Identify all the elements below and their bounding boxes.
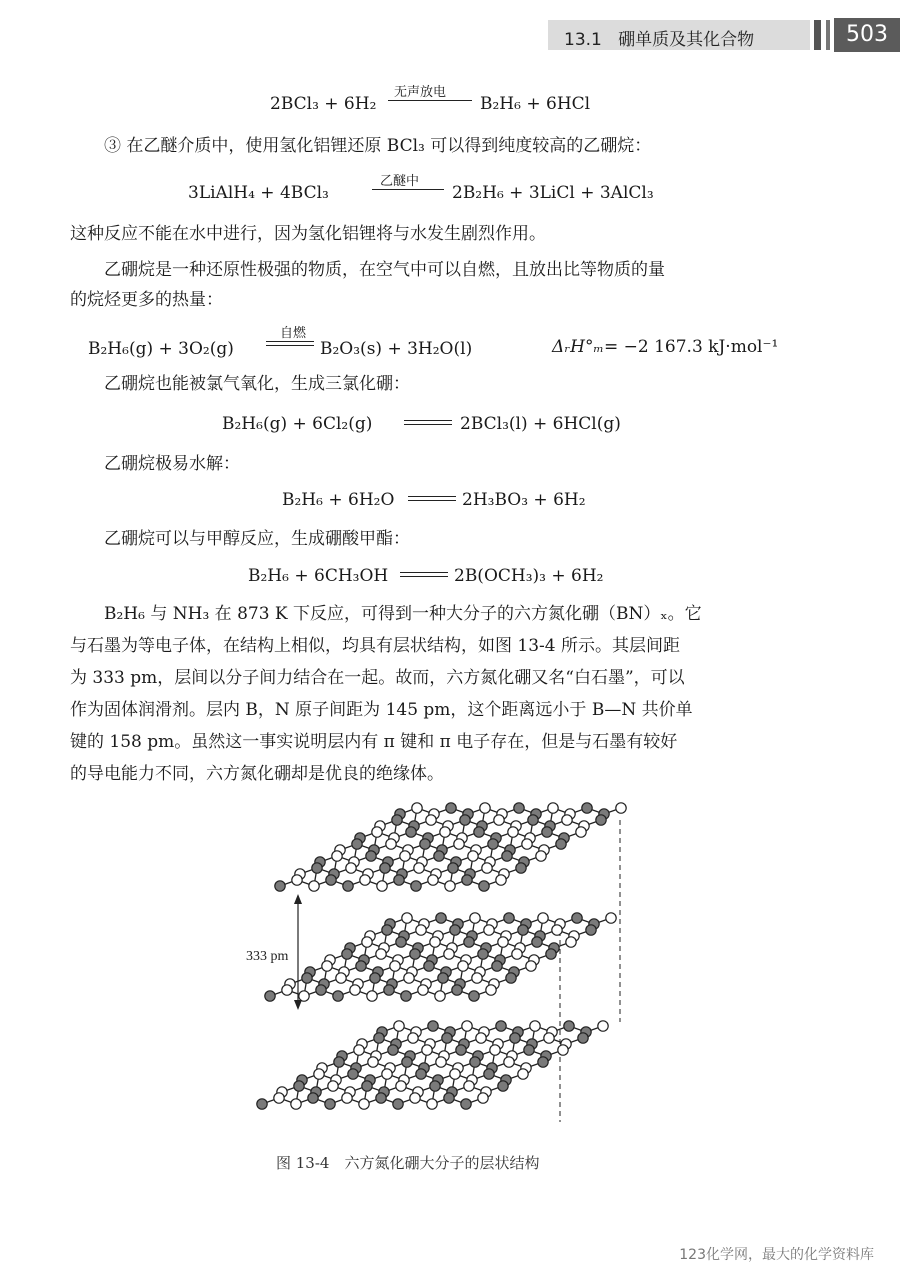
nitrogen-atom: [291, 1099, 301, 1109]
nitrogen-atom: [478, 1093, 488, 1103]
boron-atom: [438, 973, 448, 983]
nitrogen-atom: [386, 839, 396, 849]
nitrogen-atom: [536, 851, 546, 861]
boron-atom: [586, 925, 596, 935]
boron-atom: [312, 863, 322, 873]
boron-atom: [461, 1099, 471, 1109]
boron-atom: [392, 815, 402, 825]
boron-atom: [380, 863, 390, 873]
figure-caption: 图 13-4 六方氮化硼大分子的层状结构: [276, 1154, 540, 1172]
boron-atom: [469, 991, 479, 1001]
nitrogen-atom: [292, 875, 302, 885]
boron-atom: [450, 925, 460, 935]
boron-atom: [524, 1045, 534, 1055]
header-divider: [814, 20, 821, 50]
nitrogen-atom: [472, 973, 482, 983]
nitrogen-atom: [322, 961, 332, 971]
boron-atom: [538, 1057, 548, 1067]
boron-atom: [542, 827, 552, 837]
nitrogen-atom: [576, 827, 586, 837]
nitrogen-atom: [414, 863, 424, 873]
item-3-text: ③ 在乙醚介质中，使用氢化铝锂还原 BCl₃ 可以得到纯度较高的乙硼烷：: [104, 136, 652, 156]
boron-atom: [424, 961, 434, 971]
boron-atom: [498, 1081, 508, 1091]
boron-atom: [488, 839, 498, 849]
boron-atom: [430, 1081, 440, 1091]
section-number: 13.1: [564, 30, 602, 50]
boron-atom: [546, 949, 556, 959]
boron-atom: [470, 1057, 480, 1067]
boron-atom: [308, 1093, 318, 1103]
nitrogen-atom: [350, 985, 360, 995]
boron-atom: [456, 1045, 466, 1055]
boron-atom: [348, 1069, 358, 1079]
boron-atom: [370, 973, 380, 983]
boron-atom: [460, 815, 470, 825]
nitrogen-atom: [332, 851, 342, 861]
bn-lattice-diagram: [240, 800, 640, 1140]
nitrogen-atom: [400, 851, 410, 861]
boron-atom: [402, 1057, 412, 1067]
boron-atom: [420, 839, 430, 849]
nitrogen-atom: [562, 815, 572, 825]
nitrogen-atom: [404, 973, 414, 983]
equation-5-right: 2H₃BO₃ + 6H₂: [462, 490, 586, 510]
boron-atom: [496, 1021, 506, 1031]
paragraph-bn-line: 键的 158 pm。虽然这一事实说明层内有 π 键和 π 电子存在，但是与石墨有较好: [70, 732, 678, 752]
nitrogen-atom: [336, 973, 346, 983]
boron-atom: [556, 839, 566, 849]
boron-atom: [325, 1099, 335, 1109]
nitrogen-atom: [496, 875, 506, 885]
boron-atom: [596, 815, 606, 825]
nitrogen-atom: [450, 1069, 460, 1079]
boron-atom: [342, 949, 352, 959]
page-header: [548, 16, 900, 56]
paragraph-chlor: 乙硼烷也能被氯气氧化，生成三氯化硼：: [104, 374, 410, 394]
boron-atom: [362, 1081, 372, 1091]
equation-2-right: 2B₂H₆ + 3LiCl + 3AlCl₃: [452, 183, 654, 203]
paragraph-methanol: 乙硼烷可以与甲醇反应，生成硼酸甲酯：: [104, 529, 410, 549]
nitrogen-atom: [412, 803, 422, 813]
nitrogen-atom: [482, 863, 492, 873]
nitrogen-atom: [444, 949, 454, 959]
bn-structure-figure: [240, 800, 640, 1140]
nitrogen-atom: [416, 925, 426, 935]
nitrogen-atom: [435, 991, 445, 1001]
nitrogen-atom: [468, 851, 478, 861]
nitrogen-atom: [427, 1099, 437, 1109]
paragraph-bn-line: 与石墨为等电子体，在结构上相似，均具有层状结构，如图 13-4 所示。其层间距: [70, 636, 680, 656]
boron-atom: [401, 991, 411, 1001]
boron-atom: [356, 961, 366, 971]
paragraph-bn-line: 的导电能力不同，六方氮化硼却是优良的绝缘体。: [70, 764, 444, 784]
boron-atom: [514, 803, 524, 813]
watermark: 123化学网，最大的化学资料库: [679, 1247, 874, 1263]
boron-atom: [275, 881, 285, 891]
nitrogen-atom: [299, 991, 309, 1001]
nitrogen-atom: [512, 949, 522, 959]
equation-5-left: B₂H₆ + 6H₂O: [282, 490, 395, 510]
paragraph-water: 这种反应不能在水中进行，因为氢化铝锂将与水发生剧烈作用。: [70, 224, 546, 244]
boron-atom: [464, 937, 474, 947]
nitrogen-atom: [402, 913, 412, 923]
boron-atom: [396, 937, 406, 947]
boron-atom: [294, 1081, 304, 1091]
nitrogen-atom: [396, 1081, 406, 1091]
nitrogen-atom: [314, 1069, 324, 1079]
boron-atom: [462, 875, 472, 885]
enthalpy-value: = −2 167.3 kJ·mol⁻¹: [604, 337, 779, 357]
nitrogen-atom: [494, 815, 504, 825]
nitrogen-atom: [359, 1099, 369, 1109]
boron-atom: [410, 949, 420, 959]
nitrogen-atom: [566, 937, 576, 947]
equation-6-right: 2B(OCH₃)₃ + 6H₂: [454, 566, 604, 586]
nitrogen-atom: [606, 913, 616, 923]
boron-atom: [352, 839, 362, 849]
boron-atom: [478, 949, 488, 959]
nitrogen-atom: [342, 1093, 352, 1103]
nitrogen-atom: [470, 913, 480, 923]
boron-atom: [436, 913, 446, 923]
boron-atom: [394, 875, 404, 885]
equation-1-right: B₂H₆ + 6HCl: [480, 94, 591, 114]
equation-4-left: B₂H₆(g) + 6Cl₂(g): [222, 414, 373, 434]
nitrogen-atom: [368, 1057, 378, 1067]
paragraph-reduce-line-1: 乙硼烷是一种还原性极强的物质，在空气中可以自燃，且放出比等物质的量: [104, 260, 665, 280]
equation-6-left: B₂H₆ + 6CH₃OH: [248, 566, 389, 586]
boron-atom: [406, 827, 416, 837]
equation-3-condition: 自燃: [280, 326, 307, 341]
boron-atom: [492, 961, 502, 971]
boron-atom: [446, 803, 456, 813]
nitrogen-atom: [445, 881, 455, 891]
nitrogen-atom: [408, 1033, 418, 1043]
boron-atom: [448, 863, 458, 873]
boron-atom: [333, 991, 343, 1001]
nitrogen-atom: [454, 839, 464, 849]
nitrogen-atom: [372, 827, 382, 837]
nitrogen-atom: [390, 961, 400, 971]
nitrogen-atom: [504, 1057, 514, 1067]
nitrogen-atom: [382, 1069, 392, 1079]
nitrogen-atom: [616, 803, 626, 813]
enthalpy-label: ΔᵣH°ₘ: [552, 337, 604, 357]
nitrogen-atom: [484, 925, 494, 935]
nitrogen-atom: [418, 985, 428, 995]
paragraph-bn-line: 为 333 pm，层间以分子间力结合在一起。故而，六方氮化硼又名“白石墨”，可以: [70, 668, 685, 688]
boron-atom: [518, 925, 528, 935]
nitrogen-atom: [426, 815, 436, 825]
equation-2-left: 3LiAlH₄ + 4BCl₃: [188, 183, 329, 203]
nitrogen-atom: [558, 1045, 568, 1055]
nitrogen-atom: [376, 949, 386, 959]
boron-atom: [572, 913, 582, 923]
nitrogen-atom: [377, 881, 387, 891]
boron-atom: [452, 985, 462, 995]
boron-atom: [366, 851, 376, 861]
boron-atom: [416, 1069, 426, 1079]
distance-label: 333 pm: [246, 949, 289, 964]
nitrogen-atom: [508, 827, 518, 837]
section-title: 硼单质及其化合物: [618, 30, 755, 50]
header-divider-thin: [826, 20, 830, 50]
boron-atom: [382, 925, 392, 935]
nitrogen-atom: [526, 961, 536, 971]
nitrogen-atom: [440, 827, 450, 837]
nitrogen-atom: [428, 875, 438, 885]
boron-atom: [265, 991, 275, 1001]
equation-3-equals: [266, 341, 314, 346]
nitrogen-atom: [548, 803, 558, 813]
equation-2-condition: 乙醚中: [380, 174, 420, 189]
nitrogen-atom: [328, 1081, 338, 1091]
nitrogen-atom: [598, 1021, 608, 1031]
boron-atom: [582, 803, 592, 813]
nitrogen-atom: [486, 985, 496, 995]
boron-atom: [516, 863, 526, 873]
page-number: 503: [834, 18, 900, 52]
nitrogen-atom: [346, 863, 356, 873]
boron-atom: [374, 1033, 384, 1043]
boron-atom: [479, 881, 489, 891]
boron-atom: [434, 851, 444, 861]
boron-atom: [316, 985, 326, 995]
nitrogen-atom: [354, 1045, 364, 1055]
boron-atom: [376, 1093, 386, 1103]
equation-2-arrow: [372, 189, 444, 190]
nitrogen-atom: [309, 881, 319, 891]
nitrogen-atom: [274, 1093, 284, 1103]
equation-3-right: B₂O₃(s) + 3H₂O(l): [320, 339, 473, 359]
equation-1-condition: 无声放电: [394, 85, 447, 100]
paragraph-bn-line: B₂H₆ 与 NH₃ 在 873 K 下反应，可得到一种大分子的六方氮化硼（BN）ₓ。它: [104, 604, 702, 624]
boron-atom: [428, 1021, 438, 1031]
nitrogen-atom: [458, 961, 468, 971]
nitrogen-atom: [410, 1093, 420, 1103]
boron-atom: [474, 827, 484, 837]
boron-atom: [484, 1069, 494, 1079]
nitrogen-atom: [360, 875, 370, 885]
boron-atom: [564, 1021, 574, 1031]
equation-3-left: B₂H₆(g) + 3O₂(g): [88, 339, 234, 359]
nitrogen-atom: [422, 1045, 432, 1055]
boron-atom: [532, 937, 542, 947]
nitrogen-atom: [490, 1045, 500, 1055]
boron-atom: [578, 1033, 588, 1043]
boron-atom: [326, 875, 336, 885]
nitrogen-atom: [462, 1021, 472, 1031]
nitrogen-atom: [430, 937, 440, 947]
nitrogen-atom: [530, 1021, 540, 1031]
boron-atom: [504, 913, 514, 923]
nitrogen-atom: [464, 1081, 474, 1091]
nitrogen-atom: [538, 913, 548, 923]
equation-4-equals: [404, 420, 452, 425]
equation-6-equals: [400, 572, 448, 577]
nitrogen-atom: [367, 991, 377, 1001]
boron-atom: [411, 881, 421, 891]
boron-atom: [302, 973, 312, 983]
boron-atom: [388, 1045, 398, 1055]
equation-5-equals: [408, 496, 456, 501]
paragraph-hydro: 乙硼烷极易水解：: [104, 454, 240, 474]
boron-atom: [502, 851, 512, 861]
equation-4-right: 2BCl₃(l) + 6HCl(g): [460, 414, 621, 434]
boron-atom: [510, 1033, 520, 1043]
nitrogen-atom: [522, 839, 532, 849]
nitrogen-atom: [282, 985, 292, 995]
equation-1-left: 2BCl₃ + 6H₂: [270, 94, 377, 114]
equation-1-arrow: [388, 100, 472, 101]
paragraph-bn-line: 作为固体润滑剂。层内 B，N 原子间距为 145 pm，这个距离远小于 B—N 共价单: [70, 700, 693, 720]
nitrogen-atom: [362, 937, 372, 947]
nitrogen-atom: [436, 1057, 446, 1067]
nitrogen-atom: [476, 1033, 486, 1043]
boron-atom: [442, 1033, 452, 1043]
boron-atom: [334, 1057, 344, 1067]
boron-atom: [528, 815, 538, 825]
nitrogen-atom: [394, 1021, 404, 1031]
boron-atom: [343, 881, 353, 891]
nitrogen-atom: [544, 1033, 554, 1043]
boron-atom: [384, 985, 394, 995]
paragraph-reduce-line-2: 的烷烃更多的热量：: [70, 290, 223, 310]
nitrogen-atom: [552, 925, 562, 935]
boron-atom: [393, 1099, 403, 1109]
boron-atom: [506, 973, 516, 983]
nitrogen-atom: [498, 937, 508, 947]
boron-atom: [444, 1093, 454, 1103]
nitrogen-atom: [480, 803, 490, 813]
nitrogen-atom: [518, 1069, 528, 1079]
boron-atom: [257, 1099, 267, 1109]
header-section: [564, 25, 754, 50]
